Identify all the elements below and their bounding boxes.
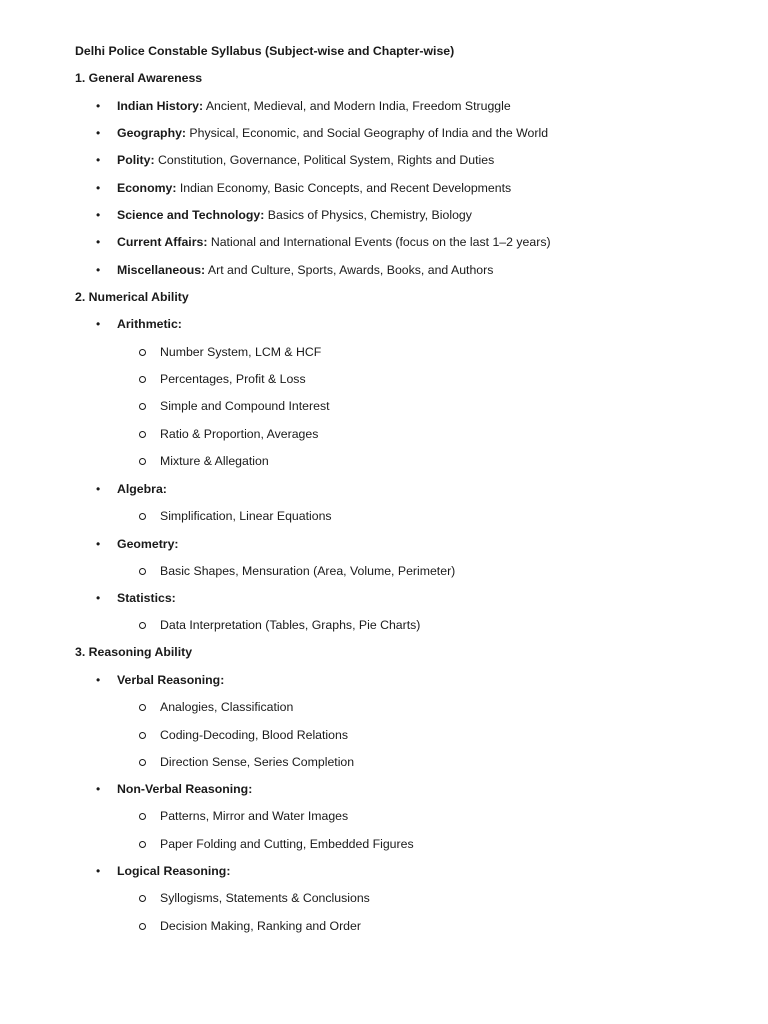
circle-bullet-icon <box>139 704 146 711</box>
bullet-icon: • <box>96 537 101 551</box>
circle-bullet-icon <box>139 458 146 465</box>
sub-list-item: Number System, LCM & HCF <box>160 345 322 359</box>
list-item: Polity: Constitution, Governance, Political System, Rights and Duties <box>117 153 495 167</box>
section-heading-general-awareness: 1. General Awareness <box>75 71 203 85</box>
list-item: Current Affairs: National and International Events (focus on the last 1–2 years) <box>117 235 551 249</box>
circle-bullet-icon <box>139 513 146 520</box>
circle-bullet-icon <box>139 431 146 438</box>
sub-list-item: Decision Making, Ranking and Order <box>160 919 361 933</box>
sub-list-item: Basic Shapes, Mensuration (Area, Volume, Perimeter) <box>160 564 456 578</box>
bullet-icon: • <box>96 782 101 796</box>
circle-bullet-icon <box>139 841 146 848</box>
bullet-icon: • <box>96 181 101 195</box>
sub-list-item: Mixture & Allegation <box>160 454 269 468</box>
bullet-icon: • <box>96 208 101 222</box>
section-heading-numerical-ability: 2. Numerical Ability <box>75 290 189 304</box>
list-item: Geography: Physical, Economic, and Social Geography of India and the World <box>117 126 549 140</box>
list-item: Algebra: <box>117 482 167 496</box>
circle-bullet-icon <box>139 376 146 383</box>
sub-list-item: Patterns, Mirror and Water Images <box>160 809 349 823</box>
circle-bullet-icon <box>139 923 146 930</box>
sub-list-item: Analogies, Classification <box>160 700 294 714</box>
bullet-icon: • <box>96 673 101 687</box>
list-item: Verbal Reasoning: <box>117 673 225 687</box>
list-item: Science and Technology: Basics of Physics, Chemistry, Biology <box>117 208 472 222</box>
list-item: Miscellaneous: Art and Culture, Sports, Awards, Books, and Authors <box>117 263 494 277</box>
circle-bullet-icon <box>139 403 146 410</box>
list-item: Arithmetic: <box>117 317 182 331</box>
sub-list-item: Coding-Decoding, Blood Relations <box>160 728 348 742</box>
sub-list-item: Percentages, Profit & Loss <box>160 372 306 386</box>
circle-bullet-icon <box>139 759 146 766</box>
bullet-icon: • <box>96 153 101 167</box>
list-item: Economy: Indian Economy, Basic Concepts, and Recent Developments <box>117 181 512 195</box>
list-item: Non-Verbal Reasoning: <box>117 782 253 796</box>
bullet-icon: • <box>96 591 101 605</box>
sub-list-item: Simplification, Linear Equations <box>160 509 332 523</box>
bullet-icon: • <box>96 864 101 878</box>
section-heading-reasoning-ability: 3. Reasoning Ability <box>75 645 193 659</box>
bullet-icon: • <box>96 126 101 140</box>
sub-list-item: Simple and Compound Interest <box>160 399 330 413</box>
bullet-icon: • <box>96 99 101 113</box>
bullet-icon: • <box>96 317 101 331</box>
list-item: Geometry: <box>117 537 179 551</box>
circle-bullet-icon <box>139 813 146 820</box>
circle-bullet-icon <box>139 568 146 575</box>
document-title: Delhi Police Constable Syllabus (Subject-wise and Chapter-wise) <box>75 44 455 58</box>
bullet-icon: • <box>96 235 101 249</box>
bullet-icon: • <box>96 482 101 496</box>
circle-bullet-icon <box>139 732 146 739</box>
circle-bullet-icon <box>139 895 146 902</box>
sub-list-item: Direction Sense, Series Completion <box>160 755 355 769</box>
sub-list-item: Ratio & Proportion, Averages <box>160 427 319 441</box>
list-item: Statistics: <box>117 591 176 605</box>
circle-bullet-icon <box>139 622 146 629</box>
sub-list-item: Paper Folding and Cutting, Embedded Figures <box>160 837 414 851</box>
sub-list-item: Data Interpretation (Tables, Graphs, Pie Charts) <box>160 618 421 632</box>
list-item: Logical Reasoning: <box>117 864 231 878</box>
sub-list-item: Syllogisms, Statements & Conclusions <box>160 891 370 905</box>
list-item: Indian History: Ancient, Medieval, and Modern India, Freedom Struggle <box>117 99 511 113</box>
bullet-icon: • <box>96 263 101 277</box>
circle-bullet-icon <box>139 349 146 356</box>
